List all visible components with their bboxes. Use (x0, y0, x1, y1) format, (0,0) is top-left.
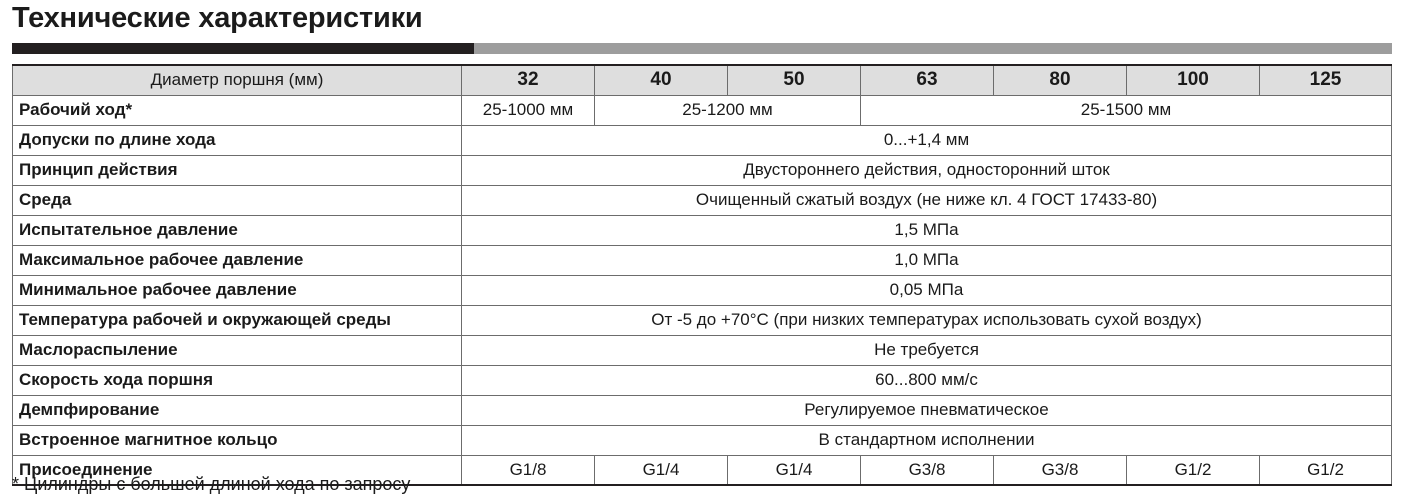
row-value-cell: 0,05 МПа (462, 275, 1392, 305)
table-row (13, 185, 1392, 215)
row-value-cell: Очищенный сжатый воздух (не ниже кл. 4 ГОСТ 17433-80) (462, 185, 1392, 215)
title-rule-dark-segment (12, 43, 474, 54)
header-column-50: 50 (728, 65, 861, 95)
header-column-100: 100 (1127, 65, 1260, 95)
row-label: Среда (13, 185, 462, 215)
row-label: Маслораспыление (13, 335, 462, 365)
row-label: Принцип действия (13, 155, 462, 185)
row-label: Встроенное магнитное кольцо (13, 425, 462, 455)
row-label: Температура рабочей и окружающей среды (13, 305, 462, 335)
header-column-63: 63 (861, 65, 994, 95)
row-value-cell: G1/2 (1260, 455, 1392, 485)
table-row (13, 425, 1392, 455)
row-value-cell: 0...+1,4 мм (462, 125, 1392, 155)
row-label: Демпфирование (13, 395, 462, 425)
row-label: Максимальное рабочее давление (13, 245, 462, 275)
table-row (13, 215, 1392, 245)
row-value-cell: G1/8 (462, 455, 595, 485)
table-row (13, 275, 1392, 305)
table-row (13, 305, 1392, 335)
row-label: Скорость хода поршня (13, 365, 462, 395)
specifications-table (12, 64, 1392, 486)
header-column-32: 32 (462, 65, 595, 95)
page-title: Технические характеристики (12, 2, 423, 34)
table-row (13, 365, 1392, 395)
header-column-125: 125 (1260, 65, 1392, 95)
row-value-cell: G1/4 (728, 455, 861, 485)
row-value-cell: 1,5 МПа (462, 215, 1392, 245)
row-value-cell: В стандартном исполнении (462, 425, 1392, 455)
row-value-cell: G3/8 (861, 455, 994, 485)
row-label: Испытательное давление (13, 215, 462, 245)
row-label: Допуски по длине хода (13, 125, 462, 155)
row-value-cell: От -5 до +70°С (при низких температурах использовать сухой воздух) (462, 305, 1392, 335)
row-value-cell: 25-1000 мм (462, 95, 595, 125)
title-rule (12, 43, 1392, 54)
header-label-cell: Диаметр поршня (мм) (13, 65, 462, 95)
row-value-cell: G3/8 (994, 455, 1127, 485)
row-value-cell: 25-1200 мм (595, 95, 861, 125)
footnote: * Цилиндры с большей длиной хода по запросу (12, 474, 411, 494)
header-column-40: 40 (595, 65, 728, 95)
table-row (13, 125, 1392, 155)
row-label: Минимальное рабочее давление (13, 275, 462, 305)
row-value-cell: 25-1500 мм (861, 95, 1392, 125)
row-value-cell: Регулируемое пневматическое (462, 395, 1392, 425)
row-value-cell: G1/4 (595, 455, 728, 485)
row-value-cell: Двустороннего действия, односторонний шток (462, 155, 1392, 185)
row-value-cell: Не требуется (462, 335, 1392, 365)
table-row (13, 335, 1392, 365)
table-row (13, 395, 1392, 425)
table-row (13, 245, 1392, 275)
table-row (13, 95, 1392, 125)
row-label: Рабочий ход* (13, 95, 462, 125)
row-value-cell: 1,0 МПа (462, 245, 1392, 275)
row-value-cell: G1/2 (1127, 455, 1260, 485)
header-column-80: 80 (994, 65, 1127, 95)
row-label: Присоединение (13, 455, 462, 485)
table-header-row (13, 65, 1392, 95)
table-row (13, 155, 1392, 185)
row-value-cell: 60...800 мм/с (462, 365, 1392, 395)
